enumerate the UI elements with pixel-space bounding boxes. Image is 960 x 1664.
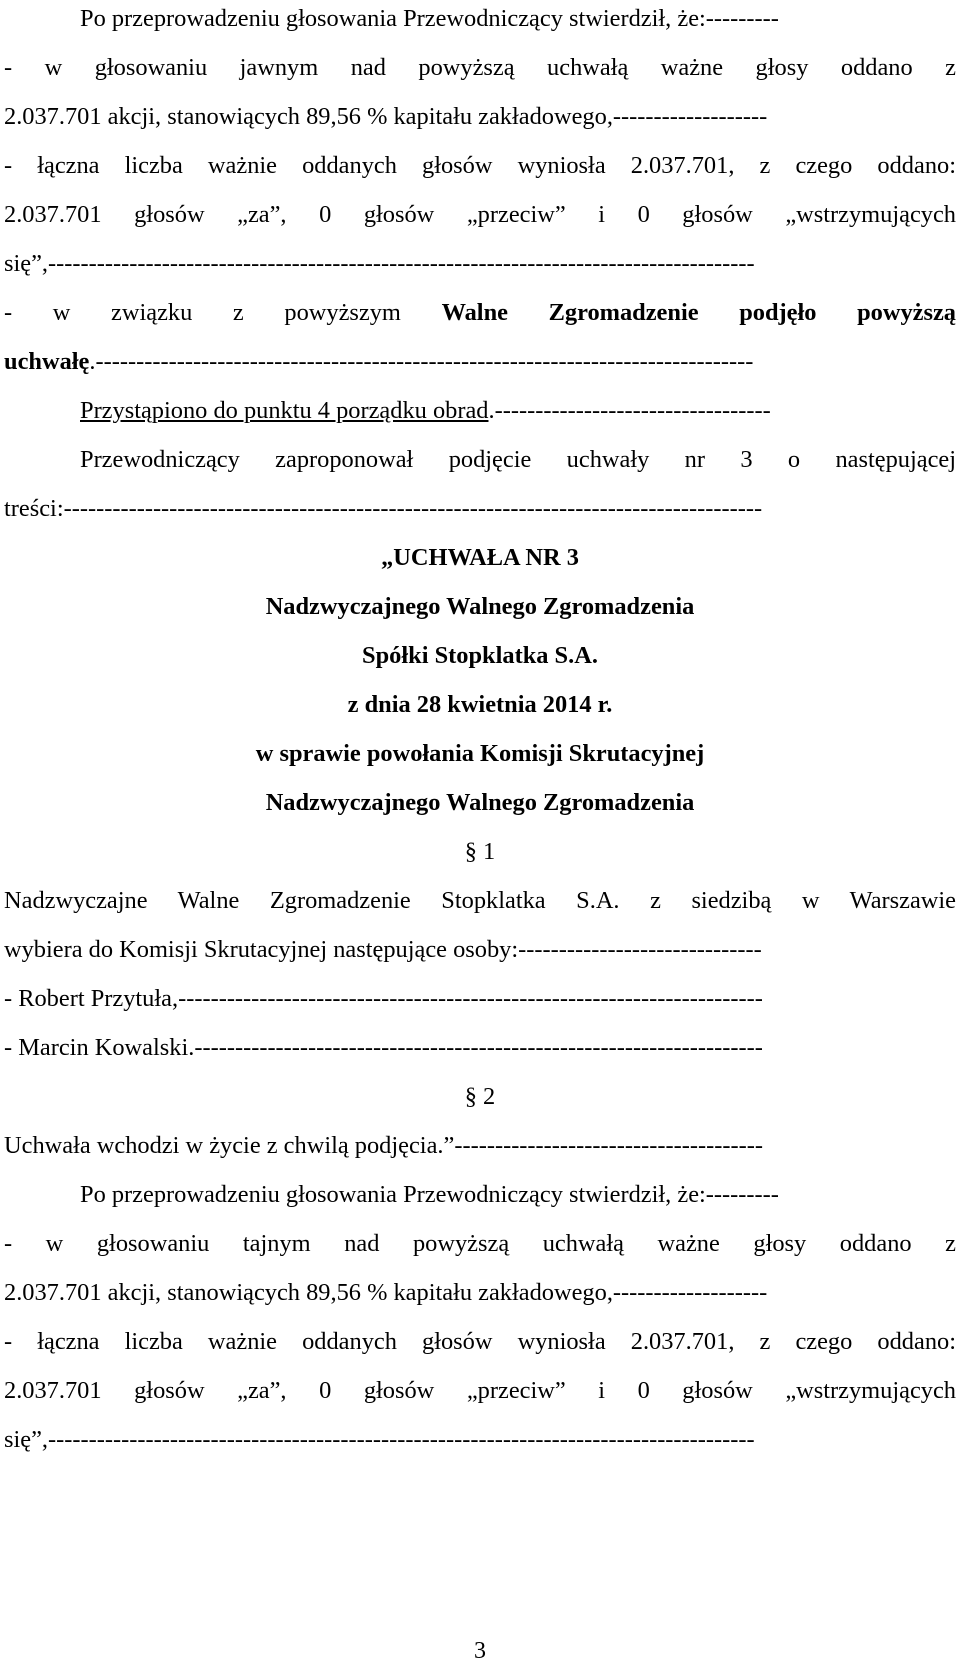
vote-line: - w głosowaniu tajnym nad powyższą uchwałą ważne głosy oddano z xyxy=(4,1230,956,1257)
section-1-text: wybiera do Komisji Skrutacyjnej następujące osoby:------------------------------ xyxy=(4,936,762,963)
resolution-subject: w sprawie powołania Komisji Skrutacyjnej xyxy=(255,740,705,767)
page-number: 3 xyxy=(474,1638,486,1664)
dash-filler: .---------------------------------- xyxy=(488,397,771,424)
section-1-text: Nadzwyczajne Walne Zgromadzenie Stopklatka S.A. z siedzibą w Warszawie xyxy=(4,887,956,914)
vote-line: - łączna liczba ważnie oddanych głosów wyniosła 2.037.701, z czego oddano: xyxy=(4,1328,956,1355)
vote-line: 2.037.701 głosów „za”, 0 głosów „przeciw” i 0 głosów „wstrzymujących xyxy=(4,1377,956,1404)
resolution-body: Nadzwyczajnego Walnego Zgromadzenia xyxy=(265,789,695,816)
agenda-item-text: Przystąpiono do punktu 4 porządku obrad xyxy=(80,397,489,424)
section-1-heading: § 1 xyxy=(464,838,496,865)
adoption-statement xyxy=(4,298,956,328)
vote-line: - w głosowaniu jawnym nad powyższą uchwałą ważne głosy oddano z xyxy=(4,54,956,81)
agenda-item xyxy=(80,396,956,426)
resolution-company: Spółki Stopklatka S.A. xyxy=(362,642,598,669)
commission-member: - Marcin Kowalski.---------------------------------------------------------------------- xyxy=(4,1034,763,1061)
vote-summary-intro: Po przeprowadzeniu głosowania Przewodniczący stwierdził, że:--------- xyxy=(80,1181,779,1208)
proposal-line: Przewodniczący zaproponował podjęcie uchwały nr 3 o następującej xyxy=(80,446,956,473)
dash-filler: .--------------------------------------------------------------------------------- xyxy=(89,348,754,375)
vote-line: się”,--------------------------------------------------------------------------------------- xyxy=(4,250,755,277)
resolution-title: „UCHWAŁA NR 3 xyxy=(381,544,579,571)
vote-line: - łączna liczba ważnie oddanych głosów wyniosła 2.037.701, z czego oddano: xyxy=(4,152,956,179)
commission-member: - Robert Przytuła,------------------------------------------------------------------------ xyxy=(4,985,763,1012)
section-2-heading: § 2 xyxy=(464,1083,496,1110)
resolution-body: Nadzwyczajnego Walnego Zgromadzenia xyxy=(265,593,695,620)
section-2-text: Uchwała wchodzi w życie z chwilą podjęcia.”-------------------------------------- xyxy=(4,1132,763,1159)
vote-line: się”,--------------------------------------------------------------------------------------- xyxy=(4,1426,755,1453)
adoption-text-bold: Walne Zgromadzenie podjęło powyższą xyxy=(441,299,956,326)
adoption-text: - w związku z powyższym xyxy=(4,299,442,326)
proposal-line: treści:-------------------------------------------------------------------------------------- xyxy=(4,495,763,522)
vote-summary-intro: Po przeprowadzeniu głosowania Przewodniczący stwierdził, że:--------- xyxy=(80,5,779,32)
vote-line: 2.037.701 głosów „za”, 0 głosów „przeciw” i 0 głosów „wstrzymujących xyxy=(4,201,956,228)
vote-line: 2.037.701 akcji, stanowiących 89,56 % kapitału zakładowego,------------------- xyxy=(4,1279,768,1306)
resolution-date: z dnia 28 kwietnia 2014 r. xyxy=(347,691,613,718)
adoption-statement-end xyxy=(4,347,956,377)
vote-line: 2.037.701 akcji, stanowiących 89,56 % kapitału zakładowego,------------------- xyxy=(4,103,768,130)
adoption-word-bold: uchwałę xyxy=(4,348,90,375)
